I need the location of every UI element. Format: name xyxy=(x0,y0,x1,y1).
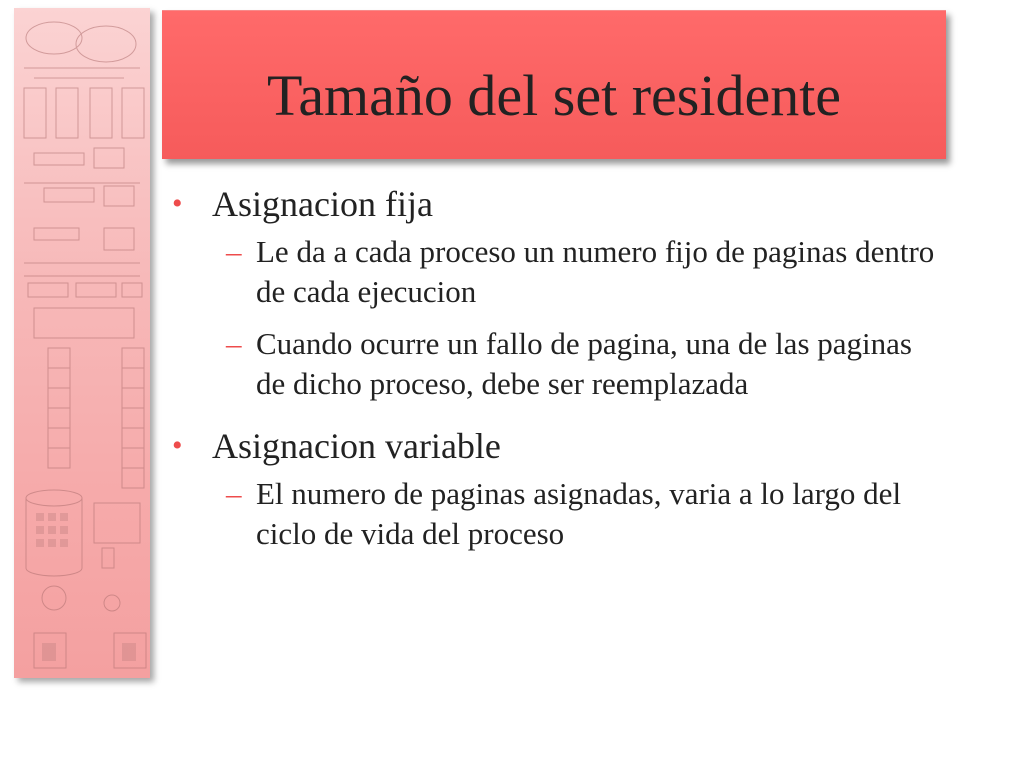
dash-marker: – xyxy=(226,326,242,361)
bullet-text: Asignacion variable xyxy=(212,426,501,466)
bullet-list xyxy=(168,182,968,566)
sub-bullet-text: Le da a cada proceso un numero fijo de paginas dentro de cada ejecucion xyxy=(256,234,935,309)
sub-bullet-item xyxy=(168,474,936,554)
bullet-item xyxy=(168,182,968,226)
bullet-marker: • xyxy=(172,187,183,220)
dash-marker: – xyxy=(226,476,242,511)
decorative-diagram-strip xyxy=(14,8,150,678)
title-banner xyxy=(162,10,946,159)
slide-title: Tamaño del set residente xyxy=(266,63,842,128)
bullet-marker: • xyxy=(172,429,183,462)
bullet-text: Asignacion fija xyxy=(212,184,433,224)
sub-bullet-item xyxy=(168,324,936,404)
diagram-illustration xyxy=(14,8,150,678)
sub-bullet-item xyxy=(168,232,936,312)
sub-bullet-text: El numero de paginas asignadas, varia a lo largo del ciclo de vida del proceso xyxy=(256,476,902,551)
bullet-item xyxy=(168,424,968,468)
dash-marker: – xyxy=(226,234,242,269)
sub-bullet-text: Cuando ocurre un fallo de pagina, una de las paginas de dicho proceso, debe ser reemplazada xyxy=(256,326,912,401)
